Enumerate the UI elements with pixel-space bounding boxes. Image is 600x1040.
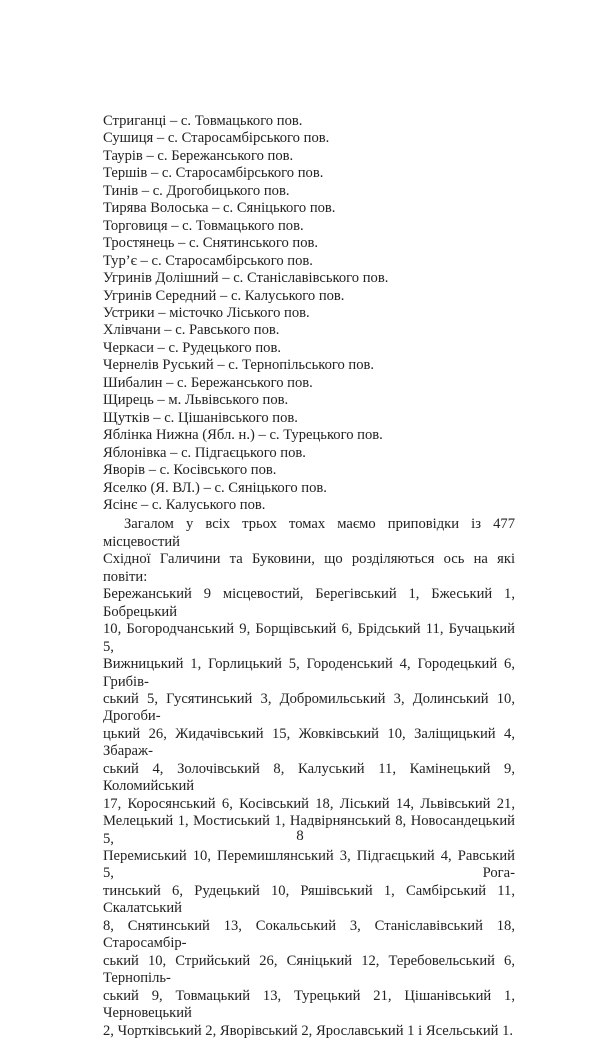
list-item: Яселко (Я. ВЛ.) – с. Сяніцького пов. [103,479,327,496]
list-item: Яблінка Нижна (Ябл. н.) – с. Турецького пов. [103,427,383,444]
paragraph-line: ський 4, Золочівський 8, Калуський 11, Камінецький 9, Коломийський [103,760,515,795]
paragraph-line: ський 10, Стрийський 26, Сяніцький 12, Теребовельський 6, Тернопіль- [103,952,515,987]
list-item: Угринів Долішний – с. Станіславівського пов. [103,270,389,287]
list-item: Сушиця – с. Старосамбірського пов. [103,130,330,147]
summary-paragraph [103,516,515,1040]
paragraph-line: Східної Галичини та Буковини, що розділяються ось на які повіти: [103,551,515,585]
list-item: Чернелів Руський – с. Тернопільського пов. [103,357,375,374]
paragraph-line: цький 26, Жидачівський 15, Жовківський 10, Заліщицький 4, Збараж- [103,725,515,760]
list-item: Устрики – місточко Ліського пов. [103,304,310,321]
list-item: Яворів – с. Косівського пов. [103,462,277,479]
paragraph-line: Перемиський 10, Перемишлянський 3, Підгаєцький 4, Равський 5, Рога- [103,848,515,882]
paragraph-line: 10, Богородчанський 9, Борщівський 6, Брідський 11, Бучацький 5, [103,621,515,655]
list-item: Щутків – с. Цішанівського пов. [103,409,298,426]
list-item: Яблонівка – с. Підгаєцького пов. [103,444,306,461]
list-item: Тершів – с. Старосамбірського пов. [103,165,324,182]
list-item: Тирява Волоська – с. Сяніцького пов. [103,200,336,217]
list-item: Тинів – с. Дрогобицького пов. [103,182,290,199]
list-item: Щирець – м. Львівського пов. [103,392,289,409]
paragraph-line: Загалом у всіх трьох томах маємо приповідки із 477 місцевостий [103,516,515,550]
list-item: Шибалин – с. Бережанського пов. [103,374,313,391]
list-item: Торговиця – с. Товмацького пов. [103,217,304,234]
list-item: Тур’є – с. Старосамбірського пов. [103,252,313,269]
paragraph-line: 17, Коросянський 6, Косівський 18, Ліський 14, Львівський 21, [103,795,515,812]
paragraph-line: Мелецький 1, Мостиський 1, Надвірнянський 8, Новосандецький 5, [103,813,515,847]
paragraph-line: Бережанський 9 місцевостий, Берегівський 1, Бжеський 1, Бобрецький [103,586,515,620]
list-item: Хлівчани – с. Равського пов. [103,322,280,339]
list-item: Таурів – с. Бережанського пов. [103,147,294,164]
locality-list [103,113,515,514]
list-item: Стриганці – с. Товмацького пов. [103,113,303,129]
list-item: Угринів Середний – с. Калуського пов. [103,287,345,304]
list-item: Черкаси – с. Рудецького пов. [103,339,281,356]
paragraph-line: 8, Снятинський 13, Сокальський 3, Станіславівський 18, Старосамбір- [103,917,515,952]
paragraph-line: ський 5, Гусятинський 3, Добромильський 3, Долинський 10, Дрогоби- [103,690,515,725]
paragraph-line: тинський 6, Рудецький 10, Ряшівський 1, Самбірський 11, Скалатський [103,882,515,917]
paragraph-line: ський 9, Товмацький 13, Турецький 21, Цішанівський 1, Черновецький [103,987,515,1022]
list-item: Ясінє – с. Калуського пов. [103,496,266,513]
page-number: 8 [296,828,304,844]
page-body [103,113,515,1040]
paragraph-line: 2, Чортківський 2, Яворівський 2, Ярославський 1 і Ясельський 1. [103,1022,514,1039]
list-item: Тростянець – с. Снятинського пов. [103,235,319,252]
paragraph-line: Вижницький 1, Горлицький 5, Городенський 4, Городецький 6, Грибів- [103,656,515,690]
